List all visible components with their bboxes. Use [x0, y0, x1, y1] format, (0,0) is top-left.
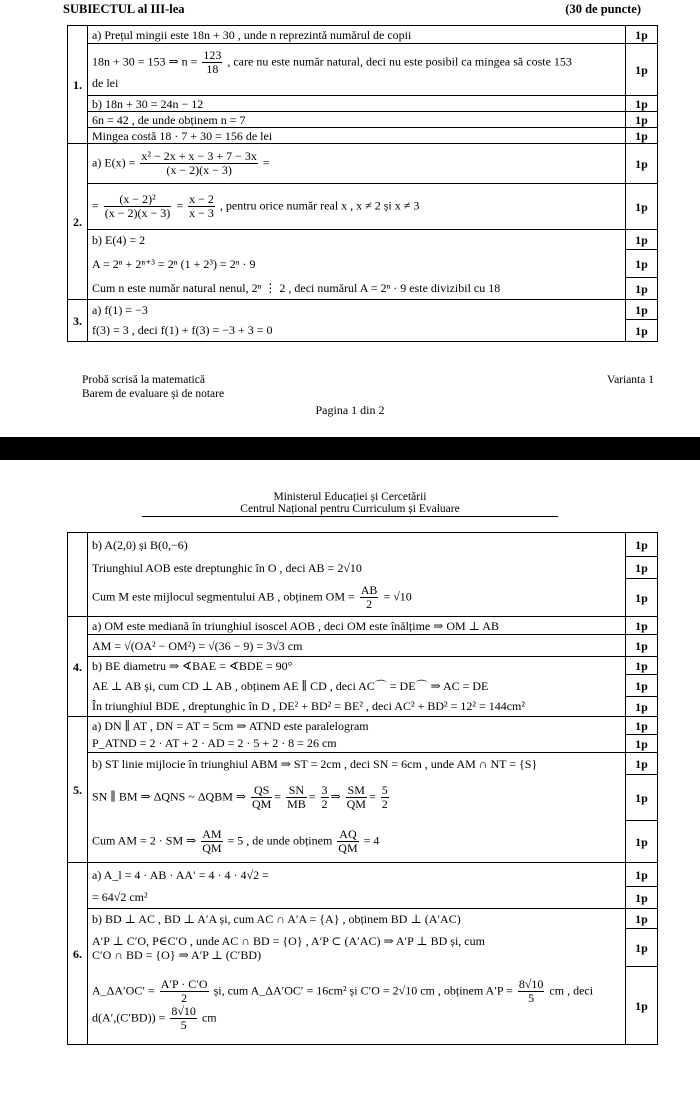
points-cell: 1p — [626, 929, 658, 967]
table-row — [68, 863, 658, 887]
table-row — [68, 184, 658, 230]
table-row — [68, 579, 658, 617]
problem-number: 4. — [68, 617, 88, 717]
points-cell: 1p — [626, 617, 658, 635]
solution-line: f(3) = 3 , deci f(1) + f(3) = −3 + 3 = 0 — [92, 323, 273, 338]
table-row — [68, 657, 658, 675]
solution-line: a) OM este mediană în triunghiul isoscel AOB , deci OM este înălțime ⇒ OM ⊥ AB — [92, 618, 499, 633]
solution-line: P_ATND = 2 · AT + 2 · AD = 2 · 5 + 2 · 8 = 26 cm — [92, 736, 337, 751]
fraction: $\frac{5}{2}$ — [381, 783, 388, 811]
points-cell: 1p — [626, 697, 658, 717]
subject-header — [63, 2, 641, 20]
table-row — [68, 967, 658, 1045]
table-row — [68, 533, 658, 557]
points-cell: 1p — [626, 775, 658, 821]
table-row — [68, 44, 658, 96]
points-cell: 1p — [626, 44, 658, 96]
solution-line: = 64√2 cm² — [92, 890, 148, 905]
page-separator — [0, 437, 700, 460]
table-row — [68, 617, 658, 635]
fraction: $\frac{8√10}{5}$ — [518, 977, 544, 1006]
table-row — [68, 250, 658, 278]
header-ministry: Ministerul Educației și Cercetării — [273, 491, 427, 503]
solution-line: Cum n este număr natural nenul, 2ⁿ ⋮ 2 , deci numărul A = 2ⁿ · 9 este divizibil cu 18 — [92, 281, 501, 296]
solution-line: a) A_l = 4 · AB · AA′ = 4 · 4 · 4√2 = — [92, 867, 269, 882]
fraction: $\frac{\text{(x − 2)²}}{(x - 2)(x - 3)}$ — [104, 192, 171, 220]
solution-line: a) Prețul mingii este 18n + 30 , unde n reprezintă numărul de copii — [92, 27, 412, 42]
points-cell: 1p — [626, 821, 658, 863]
solution-line: = $\frac{\text{(x − 2)²}}{(x - 2)(x - 3)}$ = $\frac{x - 2}{x - 3}$ , pentru orice număr real x , x ≠ 2 și x ≠ 3 — [88, 184, 626, 230]
fraction: $\frac{8√10}{5}$ — [171, 1004, 196, 1033]
solution-line: AE ⊥ AB și, cum CD ⊥ AB , obținem AE ∥ CD , deci AC⌒ = DE⌒ ⇒ AC = DE — [92, 678, 489, 693]
solution-line: A_ΔA′OC′ = $\frac{A'P \cdot C'O}{2}$ și, cum A_ΔA′OC′ = 16cm² și C′O = 2√10 cm , obținem A′P = $\frac{8√10}{5}$ cm , deci d(A′,(C′BD)) = $\frac{8√10}{5}$ cm — [88, 967, 626, 1045]
fraction: $\frac{AQ}{QM}$ — [338, 826, 358, 855]
solution-line: A′P ⊥ C′O, P∈C′O , unde AC ∩ BD = {O} , A′P ⊂ (A′AC) ⇒ A′P ⊥ BD și, cum C′O ∩ BD = {O} ⇒ A′P ⊥ (C′BD) — [88, 929, 626, 967]
solution-line: b) BD ⊥ AC , BD ⊥ A′A și, cum AC ∩ A′A = {A} , obținem BD ⊥ (A′AC) — [92, 911, 461, 926]
points-cell: 1p — [626, 909, 658, 929]
grading-table-2 — [67, 532, 658, 1045]
points-cell: 1p — [626, 675, 658, 697]
fraction: $\frac{\text{x² − 2x + x − 3 + 7 − 3x}}{(x - 2)(x - 3)}$ — [141, 149, 257, 177]
points-cell: 1p — [626, 967, 658, 1045]
solution-line: Cum AM = 2 · SM ⇒ $\frac{AM}{QM}$ = 5 , de unde obținem $\frac{AQ}{QM}$ = 4 — [88, 821, 626, 863]
points-cell: 1p — [626, 320, 658, 342]
solution-line: a) f(1) = −3 — [92, 302, 148, 317]
problem-number: 3. — [68, 300, 88, 342]
solution-line: Triunghiul AOB este dreptunghic în O , deci AB = 2√10 — [92, 560, 362, 575]
table-row — [68, 278, 658, 300]
problem-number: 2. — [68, 144, 88, 300]
header-center: Centrul Național pentru Curriculum și Evaluare — [240, 503, 460, 515]
points-cell: 1p — [626, 579, 658, 617]
fraction: $\frac{3}{2}$ — [321, 783, 328, 811]
fraction: $\frac{QS}{QM}$ — [251, 783, 272, 811]
solution-line: SN ∥ BM ⇒ ΔQNS ~ ΔQBM ⇒ $\frac{QS}{QM}$ = $\frac{SN}{MB}$ = $\frac{3}{2}$ ⇒ $\frac{SM}{QM}$ = $\frac{5}{2}$ — [88, 775, 626, 821]
table-row — [68, 753, 658, 775]
table-row — [68, 26, 658, 44]
problem-number: 5. — [68, 717, 88, 863]
solution-line: b) E(4) = 2 — [92, 232, 146, 247]
fraction: $\frac{AM}{QM}$ — [202, 826, 222, 855]
solution-line: b) 18n + 30 = 24n − 12 — [92, 96, 204, 111]
points-cell: 1p — [626, 533, 658, 557]
header-divider — [142, 516, 558, 517]
problem-number: 1. — [68, 26, 88, 144]
table-row — [68, 909, 658, 929]
solution-line: b) A(2,0) și B(0,−6) — [92, 537, 188, 552]
table-row — [68, 144, 658, 184]
table-row — [68, 887, 658, 909]
points-cell: 1p — [626, 96, 658, 112]
table-row — [68, 675, 658, 697]
page-number: Pagina 1 din 2 — [315, 403, 385, 417]
subject-points: (30 de puncte) — [565, 2, 641, 16]
footer-exam-label: Probă scrisă la matematică — [82, 374, 205, 386]
table-row — [68, 300, 658, 320]
solution-line: În triunghiul BDE , dreptunghic în D , DE² + BD² = BE² , deci AC² + BD² = 12² = 144cm² — [92, 699, 525, 714]
points-cell: 1p — [626, 863, 658, 887]
points-cell: 1p — [626, 300, 658, 320]
points-cell: 1p — [626, 278, 658, 300]
table-row — [68, 112, 658, 128]
points-cell: 1p — [626, 557, 658, 579]
points-cell: 1p — [626, 26, 658, 44]
grading-table-1 — [67, 25, 658, 342]
solution-line: a) DN ∥ AT , DN = AT = 5cm ⇒ ATND este paralelogram — [92, 718, 369, 733]
points-cell: 1p — [626, 735, 658, 753]
solution-line: AM = √(OA² − OM²) = √(36 − 9) = 3√3 cm — [92, 638, 303, 653]
footer-variant: Varianta 1 — [607, 374, 654, 386]
table-row — [68, 128, 658, 144]
solution-line: Cum M este mijlocul segmentului AB , obținem OM = $\frac{AB}{2}$ = √10 — [88, 579, 626, 617]
points-cell: 1p — [626, 230, 658, 250]
points-cell: 1p — [626, 635, 658, 657]
table-row — [68, 821, 658, 863]
solution-line: 18n + 30 = 153 ⇒ n = $\frac{123}{18}$ , care nu este număr natural, deci nu este posibil ca mingea să coste 153 de lei — [88, 44, 626, 96]
fraction: $\frac{SM}{QM}$ — [346, 783, 366, 811]
points-cell: 1p — [626, 717, 658, 735]
table-row — [68, 557, 658, 579]
points-cell: 1p — [626, 250, 658, 278]
table-row — [68, 635, 658, 657]
solution-line: b) ST linie mijlocie în triunghiul ABM ⇒ ST = 2cm , deci SN = 6cm , unde AM ∩ NT = {S} — [92, 756, 538, 771]
table-row — [68, 320, 658, 342]
solution-line: Mingea costă 18 · 7 + 30 = 156 de lei — [92, 128, 273, 143]
points-cell: 1p — [626, 753, 658, 775]
fraction: $\frac{123}{18}$ — [203, 48, 222, 76]
subject-title: SUBIECTUL al III-lea — [63, 2, 185, 16]
table-row — [68, 775, 658, 821]
table-row — [68, 717, 658, 735]
points-cell: 1p — [626, 144, 658, 184]
table-row — [68, 96, 658, 112]
table-row — [68, 697, 658, 717]
fraction: $\frac{A'P \cdot C'O}{2}$ — [160, 977, 208, 1006]
points-cell: 1p — [626, 112, 658, 128]
points-cell: 1p — [626, 887, 658, 909]
points-cell: 1p — [626, 128, 658, 144]
solution-line: b) BE diametru ⇒ ∢BAE = ∢BDE = 90° — [92, 658, 293, 673]
fraction: $\frac{x - 2}{x - 3}$ — [189, 192, 214, 220]
footer-line-2: Barem de evaluare și de notare — [82, 388, 225, 400]
footer-line-1 — [82, 374, 654, 386]
points-cell: 1p — [626, 657, 658, 675]
fraction: $\frac{SN}{MB}$ — [287, 783, 306, 811]
solution-line: A = 2ⁿ + 2ⁿ⁺³ = 2ⁿ (1 + 2³) = 2ⁿ · 9 — [92, 256, 256, 271]
fraction: $\frac{AB}{2}$ — [360, 582, 378, 611]
solution-line: a) E(x) = $\frac{\text{x² − 2x + x − 3 + 7 − 3x}}{(x - 2)(x - 3)}$ = — [88, 144, 626, 184]
problem-number: 6. — [68, 863, 88, 1045]
table-row — [68, 735, 658, 753]
page-1 — [0, 0, 700, 437]
points-cell: 1p — [626, 184, 658, 230]
table-row — [68, 230, 658, 250]
table-row — [68, 929, 658, 967]
solution-line: 6n = 42 , de unde obținem n = 7 — [92, 112, 246, 127]
